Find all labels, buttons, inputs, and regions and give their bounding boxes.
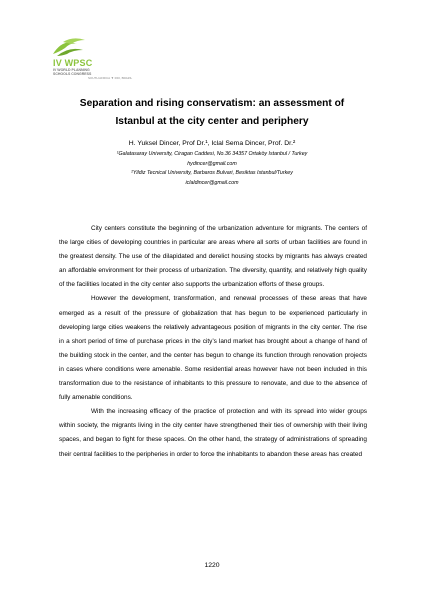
author-names: H. Yuksel Dincer, Prof Dr.¹, Iclal Sema Dincer, Prof. Dr.² [128, 140, 296, 147]
logo-title: IV WPSC [53, 58, 93, 68]
body-paragraph: With the increasing efficacy of the practice of protection and with its spread into wider groups within society, the migrants living in the city center have strengthened their ties of ownership with their living spaces, and began to fight for these spaces. On the other hand, the strategy of administrations of spreading their central facilities to the peripheries in order to force the inhabitants to abandon these areas has created [59, 408, 367, 458]
congress-logo [43, 36, 173, 84]
page-number: 1220 [204, 562, 220, 569]
paper-title-line1: Separation and rising conservatism: an assessment of [79, 98, 345, 109]
author-email-2: iclaldincer@gmail.com [185, 179, 239, 186]
affiliation-2: ²Yildiz Tecnical University, Barbaros Bulvari, Besiktas Istanbul/Turkey [131, 170, 293, 176]
body-paragraph: City centers constitute the beginning of the urbanization adventure for migrants. The centers of the large cities of developing countries in particular are areas where all sorts of urban facilities are found in the greatest density. The use of the dilapidated and derelict housing stocks by migrants has always created an affordable environment for their process of urbanization. The diversity, quantity, and relatively high quality of the facilities located in the city center also supports the urbanization efforts of these groups. [59, 225, 367, 289]
paper-body [59, 222, 367, 462]
logo-subtitle-line1: IV WORLD PLANNING [53, 68, 90, 72]
paper-title [50, 95, 374, 131]
author-email-1: hydincer@gmail.com [187, 160, 237, 167]
body-paragraph: However the development, transformation, and renewal processes of these areas that have emerged as a result of the pressure of globalization that has begun to be experienced particularly in developing large cities weakens the relatively advantageous position of migrants in the city center. The rise in a short period of time of purchase prices in the city’s land market has brought about a change of hand of the building stock in the center, and the center has begun to change its function through renovation projects in cases where conditions were amenable. Some residential areas however have not been included in this transformation due to the resistance of inhabitants to this pressure to renovate, and due to the absence of fully amenable conditions. [59, 295, 367, 402]
logo-side-text: SOUTH AFRICA ▼ RIO, BRAZIL [88, 76, 133, 80]
logo-subtitle-line2: SCHOOLS CONGRESS [53, 72, 92, 76]
paper-title-line2: Istanbul at the city center and periphery [115, 116, 309, 127]
affiliation-1: ¹Galatasaray University, Ciragan Caddesi, No.36 34357 Ortaköy Istanbul / Turkey [116, 151, 308, 157]
logo-graphic-icon [43, 36, 103, 60]
author-block [0, 138, 424, 188]
